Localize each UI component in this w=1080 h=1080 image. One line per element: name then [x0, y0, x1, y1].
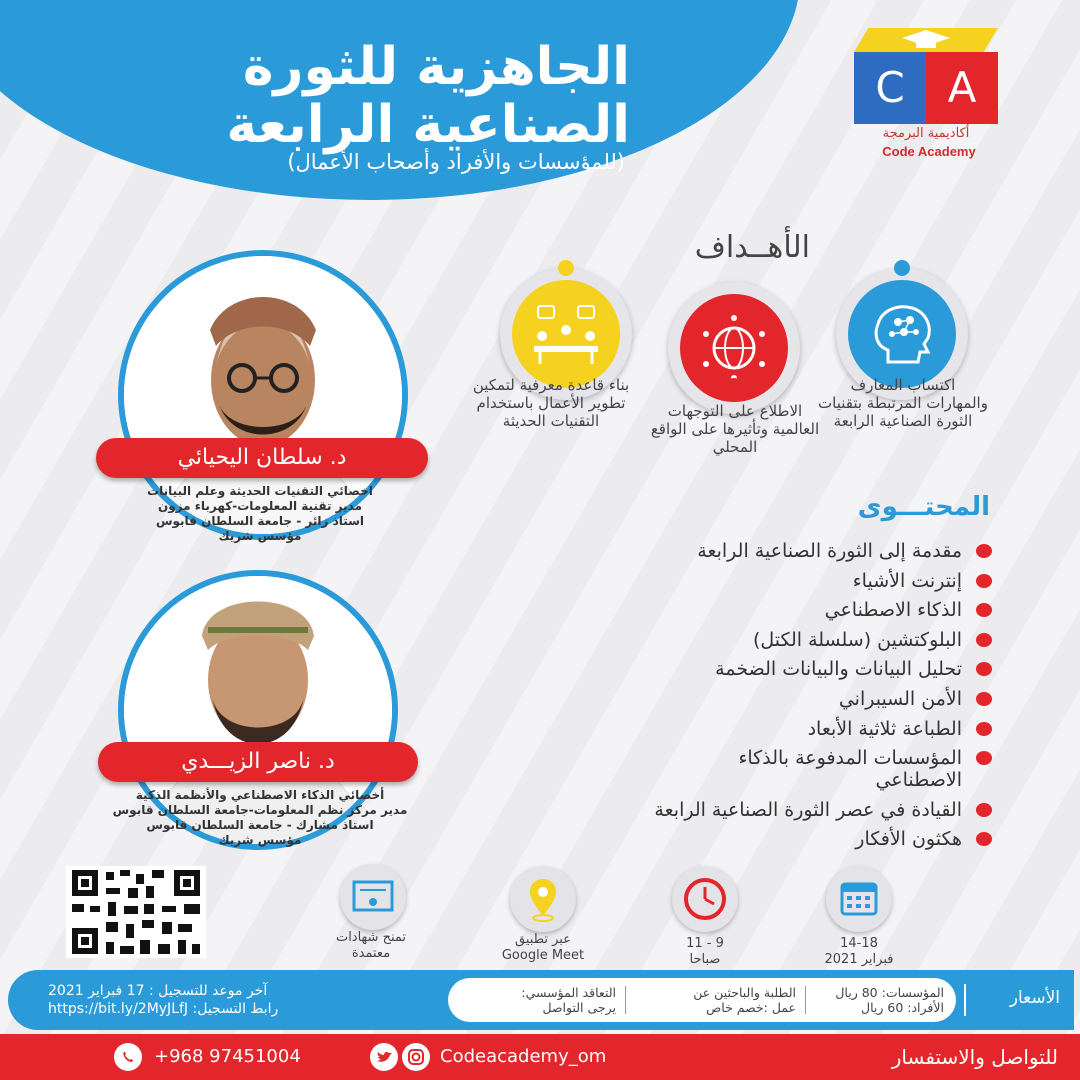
- speaker-2-bio-line: استاذ مشارك - جامعة السلطان قابوس: [146, 818, 374, 832]
- dates-range: 14-18: [840, 936, 878, 951]
- registration-deadline: آخر موعد للتسجيل : 17 فبراير 2021: [48, 983, 268, 999]
- platform-label: عبر تطبيق: [515, 932, 571, 947]
- code-academy-logo: [846, 22, 1006, 162]
- instagram-icon[interactable]: [402, 1043, 430, 1071]
- twitter-icon[interactable]: [370, 1043, 398, 1071]
- speaker-1-bio-line: مدير تقنية المعلومات-كهرباء مزون: [157, 499, 363, 513]
- price-individuals: الأفراد: 60 ريال: [861, 1000, 944, 1015]
- speaker-1-bio-line: اخصائي التقنيات الحديثة وعلم البيانات: [147, 484, 373, 498]
- goal-dot-yellow: [558, 260, 574, 276]
- qr-code-icon: [66, 866, 206, 958]
- team-meeting-icon: [512, 280, 620, 388]
- dates-info: [794, 936, 924, 968]
- content-item: البلوكتشين (سلسلة الكتل): [532, 629, 992, 651]
- prices-box: [448, 978, 956, 1022]
- dates-month: فبراير 2021: [824, 952, 894, 967]
- price-corporate-line: التعاقد المؤسسي:: [521, 985, 616, 1000]
- price-students-line: الطلبة والباحثين عن: [693, 985, 796, 1000]
- price-corporate-line: يرجى التواصل: [542, 1000, 616, 1015]
- speaker-1-bio-line: استاذ زائر - جامعة السلطان قابوس: [155, 514, 365, 528]
- certificate-icon: [340, 864, 406, 930]
- phone-number[interactable]: +968 97451004: [154, 1046, 301, 1067]
- graduation-cap-icon: [900, 26, 952, 54]
- price-institutions: المؤسسات: 80 ريال: [835, 985, 944, 1000]
- content-item: المؤسسات المدفوعة بالذكاء الاصطناعي: [652, 747, 992, 791]
- platform-info: [478, 932, 608, 964]
- price-students: [626, 985, 796, 1015]
- price-institutions-individuals: [814, 985, 944, 1015]
- content-item: الذكاء الاصطناعي: [532, 599, 992, 621]
- price-students-line: عمل :خصم خاص: [706, 1000, 796, 1015]
- goals-heading: الأهــداف: [694, 230, 810, 265]
- content-list: [532, 540, 992, 858]
- calendar-icon: [826, 866, 892, 932]
- registration-link[interactable]: رابط التسجيل: https://bit.ly/2MyJLfJ: [48, 1001, 279, 1017]
- content-heading: المحتـــوى: [857, 492, 990, 522]
- location-pin-icon: [510, 866, 576, 932]
- speaker-2-name: د. ناصر الزيـــدي: [98, 742, 418, 782]
- clock-icon: [672, 866, 738, 932]
- goal-text-foundation: بناء قاعدة معرفية لتمكين تطوير الأعمال باستخدام التقنيات الحديثة: [472, 376, 630, 430]
- time-range: 9 - 11: [686, 936, 724, 951]
- title-line-2: الصناعية الرابعة: [226, 95, 630, 155]
- speaker-1-bio: [110, 484, 410, 544]
- location-pin-icon-badge: [510, 866, 576, 932]
- speaker-2-bio-line: مدير مركز نظم المعلومات-جامعة السلطان قابوس: [112, 803, 408, 817]
- title-line-1: الجاهزية للثورة: [242, 37, 630, 97]
- divider: [625, 986, 626, 1014]
- speaker-2-bio: [80, 788, 440, 848]
- goal-dot-blue: [894, 260, 910, 276]
- brain-icon: [848, 280, 956, 388]
- speaker-1-bio-line: مؤسس شريك: [218, 529, 302, 543]
- registration-info: [48, 982, 438, 1018]
- clock-icon-badge: [672, 866, 738, 932]
- calendar-icon-badge: [826, 866, 892, 932]
- logo-letter-a: A: [926, 52, 998, 124]
- goal-text-trends: الاطلاع على التوجهات العالمية وتأثيرها على الواقع المحلي: [650, 402, 820, 456]
- certificates-info: [306, 930, 436, 962]
- content-item: إنترنت الأشياء: [532, 570, 992, 592]
- time-info: [640, 936, 770, 968]
- logo-letter-c: C: [854, 52, 926, 124]
- content-item: القيادة في عصر الثورة الصناعية الرابعة: [532, 799, 992, 821]
- divider: [964, 984, 966, 1016]
- time-period: صباحا: [689, 952, 721, 967]
- certificate-icon-badge: [340, 864, 406, 930]
- contact-bar: [0, 1034, 1080, 1080]
- prices-label: الأسعار: [1009, 988, 1060, 1008]
- certificates-label: تمنح شهادات: [335, 930, 407, 945]
- speaker-1-name: د. سلطان اليحيائي: [96, 438, 428, 478]
- goal-text-knowledge: اكتساب المعارف والمهارات المرتبطة بتقنيات الثورة الصناعية الرابعة: [818, 376, 988, 430]
- page-subtitle: (للمؤسسات والأفراد وأصحاب الأعمال): [287, 150, 625, 174]
- content-item: الطباعة ثلاثية الأبعاد: [532, 718, 992, 740]
- page-title: [70, 38, 630, 154]
- prices-bar: [8, 970, 1074, 1030]
- content-item: هكثون الأفكار: [532, 828, 992, 850]
- social-handle[interactable]: Codeacademy_om: [440, 1046, 607, 1067]
- content-item: الأمن السيبراني: [532, 688, 992, 710]
- platform-name: Google Meet: [501, 948, 585, 963]
- registration-qr-code[interactable]: [66, 866, 206, 958]
- contact-label: للتواصل والاستفسار: [891, 1045, 1058, 1069]
- certificates-status: معتمدة: [351, 946, 391, 961]
- price-corporate: [466, 985, 616, 1015]
- logo-arabic-name: أكاديمية البرمجة: [882, 126, 970, 141]
- goal-dot-red: [726, 378, 742, 394]
- content-item: تحليل البيانات والبيانات الضخمة: [532, 658, 992, 680]
- whatsapp-icon[interactable]: [114, 1043, 142, 1071]
- content-item: مقدمة إلى الثورة الصناعية الرابعة: [532, 540, 992, 562]
- divider: [805, 986, 806, 1014]
- goal-circle-trends: [668, 282, 800, 414]
- speaker-2-bio-line: مؤسس شريك: [218, 833, 302, 847]
- logo-english-name: Code Academy: [882, 144, 976, 159]
- speaker-2-bio-line: أخصائي الذكاء الاصطناعي والأنظمة الذكية: [135, 788, 385, 802]
